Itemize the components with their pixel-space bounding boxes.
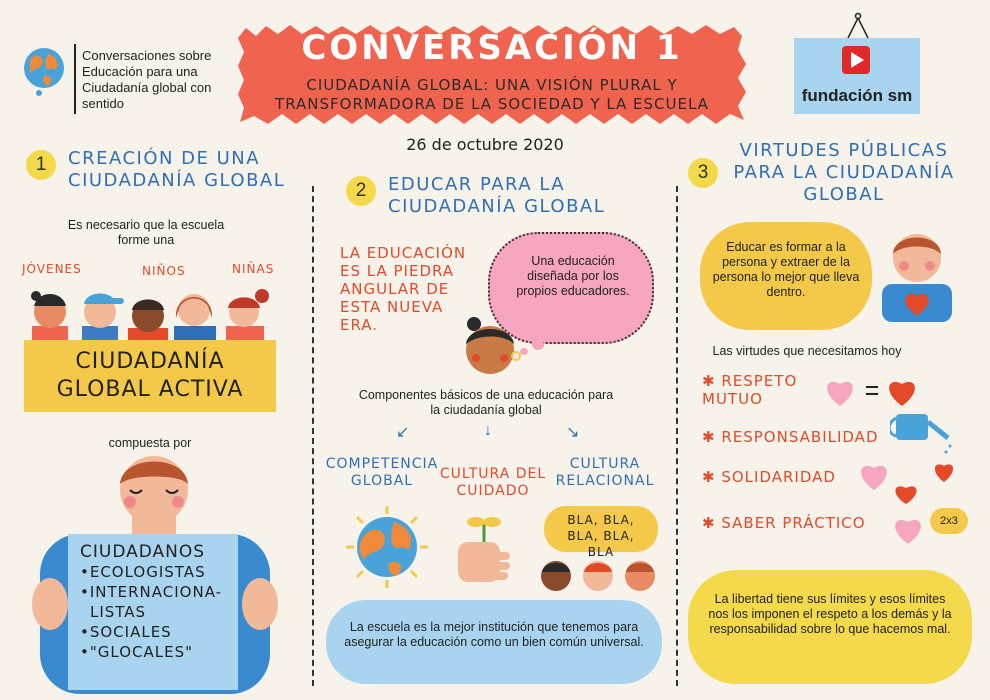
chatter-text: BLA, BLA, BLA, BLA, BLA (567, 513, 635, 559)
kid-face-4 (174, 294, 216, 346)
citizen-item: •"GLOCALES" (80, 643, 193, 661)
section3-footer-cloud (688, 570, 972, 684)
asterisk-icon: ✱ (702, 428, 722, 446)
earth-icon (344, 504, 430, 590)
event-date: 26 de octubre 2020 (406, 135, 564, 154)
citizens-board (68, 534, 238, 690)
arrow-right-icon: ↘ (566, 424, 580, 441)
section2-footer-cloud (326, 600, 662, 684)
virtue-respeto (702, 372, 812, 408)
label-jovenes: JÓVENES (22, 262, 82, 276)
series-divider (74, 44, 76, 114)
section2-footer-text: La escuela es la mejor institución que tenemos para asegurar la educación como un bien común universal. (344, 620, 644, 649)
label-ninas: NIÑAS (232, 262, 275, 276)
citizen-item: •ECOLOGISTAS (80, 563, 206, 581)
virtue-responsabilidad (702, 428, 882, 446)
virtue-label: RESPONSABILIDAD (721, 428, 879, 446)
kid-face-5 (226, 289, 269, 346)
section1-number: 1 (26, 150, 56, 180)
heart-equals-heart-icon (824, 374, 922, 408)
asterisk-icon: ✱ (702, 514, 722, 532)
virtue-label: SOLIDARIDAD (721, 468, 836, 486)
virtue-saber-practico (702, 514, 882, 532)
hanger-icon (846, 12, 870, 38)
label-ninos: NIÑOS (142, 264, 186, 278)
two-hearts-icon (856, 460, 926, 506)
components-intro: Componentes básicos de una educación para la ciudadanía global (358, 388, 614, 417)
asterisk-icon: ✱ (702, 468, 722, 486)
kid-face-1 (31, 291, 68, 346)
citizen-figure (30, 454, 280, 694)
arrow-down-icon: ↓ (484, 422, 492, 439)
section2-number: 2 (346, 176, 376, 206)
section2-title: EDUCAR PARA LA CIUDADANÍA GLOBAL (388, 174, 606, 217)
citizens-title: CIUDADANOS (80, 542, 206, 562)
virtue-solidaridad (702, 468, 862, 486)
educator-face (458, 314, 524, 376)
multiplier-badge (930, 508, 968, 534)
divider-right (676, 186, 678, 686)
page-subtitle: CIUDADANÍA GLOBAL: UNA VISIÓN PLURAL Y TRANSFORMADORA DE LA SOCIEDAD Y LA ESCUELA (275, 76, 709, 113)
pink-heart-icon (890, 512, 926, 546)
section1-intro: Es necesario que la escuela forme una (67, 218, 225, 247)
kids-illustration (24, 282, 276, 346)
kid-face-2 (82, 294, 124, 347)
title-banner (236, 22, 748, 128)
globe-drop (36, 90, 42, 96)
chatter-bubble (544, 506, 658, 559)
section1-title: CREACIÓN DE UNA CIUDADANÍA GLOBAL (68, 148, 286, 191)
multiplier-text: 2x3 (940, 515, 958, 527)
hand-sprout-icon (454, 512, 514, 586)
logo-text: fundación sm (801, 86, 913, 105)
thought-bubble-text: Una educación diseñada por los propios educadores. (516, 254, 630, 298)
component-competencia: COMPETENCIA GLOBAL (325, 456, 439, 489)
section3-speech-bubble (700, 222, 872, 330)
divider-left (312, 186, 314, 686)
virtues-intro: Las virtudes que necesitamos hoy (712, 344, 902, 358)
bubble-dot (532, 340, 544, 350)
series-logo-globe (22, 46, 66, 90)
globe-icon (22, 46, 66, 90)
logo-sign (794, 38, 920, 114)
teacher-figure (878, 228, 956, 322)
section1-compuesta: compuesta por (108, 436, 192, 450)
section3-footer-text: La libertad tiene sus límites y esos límites nos los imponen el respeto a los demás y la responsabilidad sobre lo que hacemos mal. (708, 592, 952, 636)
citizen-item: LISTAS (90, 603, 147, 621)
section3-bubble-text: Educar es formar a la persona y extraer de la persona lo mejor que lleva dentro. (712, 240, 860, 299)
citizen-item: •INTERNACIONA- (80, 583, 223, 601)
logo-hanger (846, 12, 870, 38)
arrow-left-icon: ↙ (396, 424, 410, 441)
component-cuidado: CULTURA DEL CUIDADO (439, 466, 547, 499)
asterisk-icon: ✱ (702, 372, 722, 390)
virtue-label: RESPETO MUTUO (702, 372, 798, 408)
virtue-label: SABER PRÁCTICO (721, 514, 866, 532)
section2-quote: LA EDUCACIÓN ES LA PIEDRA ANGULAR DE ESTA NUEVA ERA. (340, 244, 467, 334)
citizen-item: •SOCIALES (80, 623, 172, 641)
component-relacional: CULTURA RELACIONAL (555, 456, 655, 489)
play-logo-icon (842, 46, 870, 74)
kids-faces-group (536, 556, 660, 592)
banner-ciudadania-text: CIUDADANÍA GLOBAL ACTIVA (56, 349, 244, 402)
banner-ciudadania (24, 340, 276, 412)
section3-number: 3 (688, 158, 718, 188)
page-title: CONVERSACIÓN 1 (301, 28, 683, 68)
series-text: Conversaciones sobre Educación para una Ciudadanía global con sentido (82, 48, 212, 111)
section3-title: VIRTUDES PÚBLICAS PARA LA CIUDADANÍA GLOBAL (733, 140, 955, 205)
